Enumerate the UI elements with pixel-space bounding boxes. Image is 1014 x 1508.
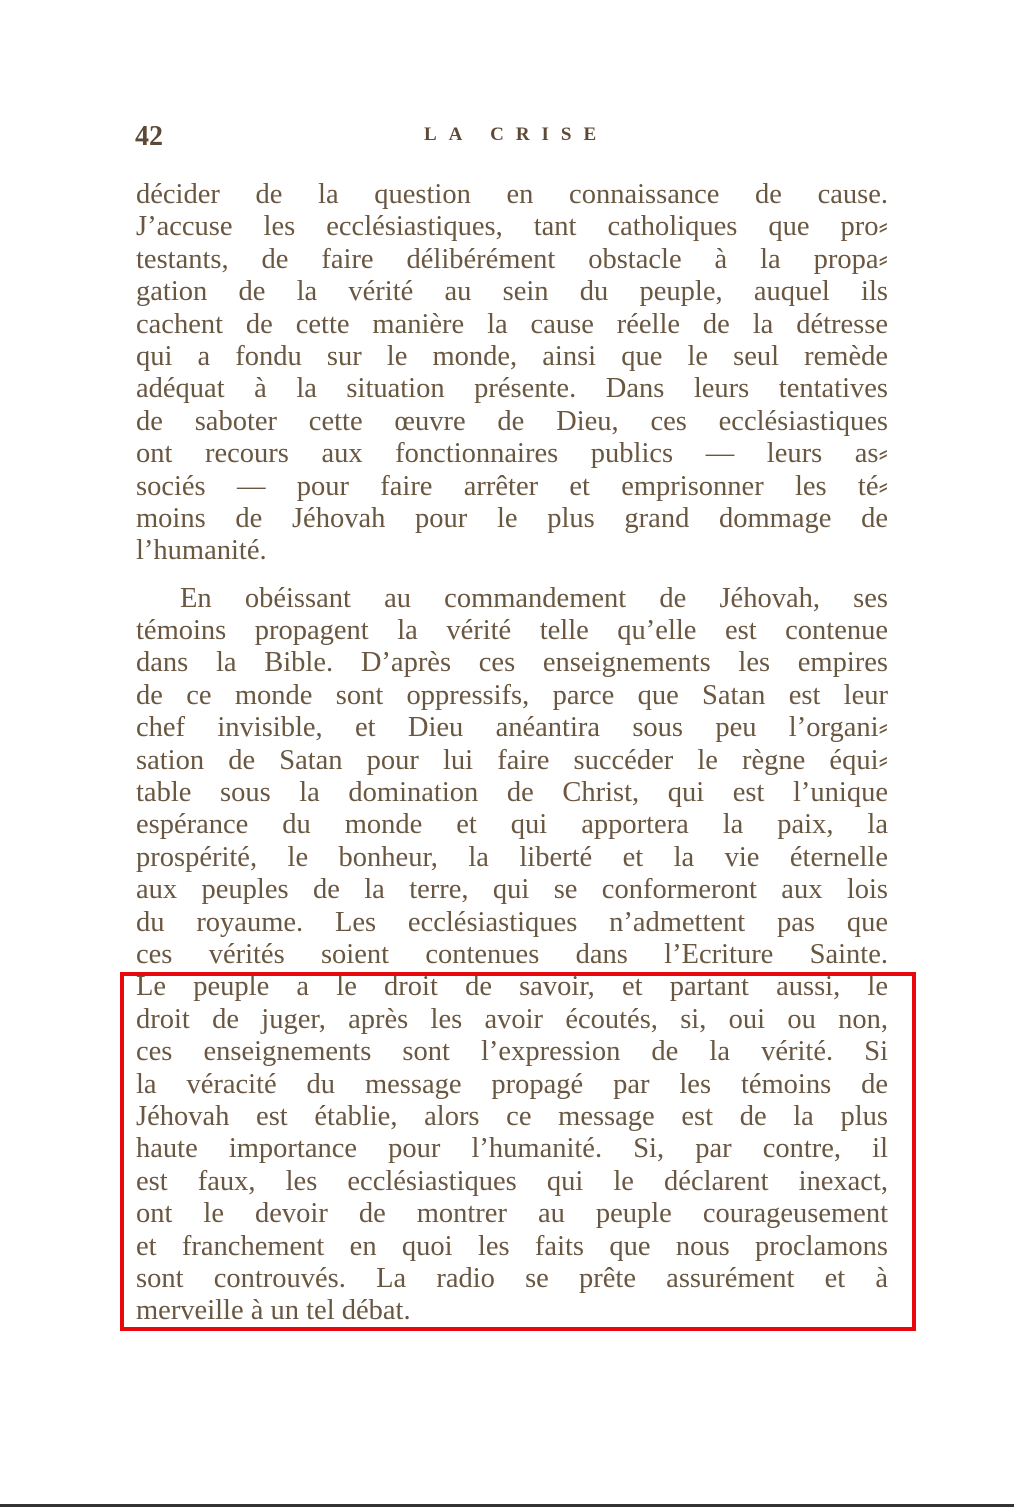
body-text bbox=[136, 179, 888, 1328]
text-line: J’accuse les ecclésiastiques, tant catholiques que pro⸗ bbox=[136, 211, 888, 243]
paragraph-gap bbox=[136, 568, 888, 583]
text-line: gation de la vérité au sein du peuple, auquel ils bbox=[136, 276, 888, 308]
text-line: qui a fondu sur le monde, ainsi que le seul remède bbox=[136, 340, 888, 372]
text-line: En obéissant au commandement de Jéhovah, ses bbox=[180, 582, 888, 614]
text-line: témoins propagent la vérité telle qu’elle est contenue bbox=[136, 615, 888, 647]
text-line: espérance du monde et qui apportera la paix, la bbox=[136, 809, 888, 841]
text-line: aux peuples de la terre, qui se conformeront aux lois bbox=[136, 874, 888, 906]
text-line: table sous la domination de Christ, qui est l’unique bbox=[136, 777, 888, 809]
text-line: ces vérités soient contenues dans l’Ecriture Sainte. bbox=[136, 938, 888, 970]
text-line: ces enseignements sont l’expression de la vérité. Si bbox=[136, 1036, 888, 1068]
paragraph-1 bbox=[136, 179, 888, 568]
text-line: testants, de faire délibérément obstacle à la propa⸗ bbox=[136, 243, 888, 275]
text-line: sation de Satan pour lui faire succéder le règne équi⸗ bbox=[136, 744, 888, 776]
text-line: prospérité, le bonheur, la liberté et la vie éternelle bbox=[136, 841, 888, 873]
text-line: est faux, les ecclésiastiques qui le déclarent inexact, bbox=[136, 1165, 888, 1197]
text-line: haute importance pour l’humanité. Si, par contre, il bbox=[136, 1133, 888, 1165]
text-line: dans la Bible. D’après ces enseignements les empires bbox=[136, 647, 888, 679]
paragraph-2 bbox=[136, 583, 888, 1328]
text-line: Le peuple a le droit de savoir, et partant aussi, le bbox=[136, 971, 888, 1003]
text-line: la véracité du message propagé par les témoins de bbox=[136, 1068, 888, 1100]
text-line: et franchement en quoi les faits que nous proclamons bbox=[136, 1230, 888, 1262]
text-line: adéquat à la situation présente. Dans leurs tentatives bbox=[136, 373, 888, 405]
bottom-rule bbox=[0, 1504, 1014, 1507]
text-line: moins de Jéhovah pour le plus grand dommage de bbox=[136, 502, 888, 534]
running-head bbox=[0, 118, 1014, 152]
running-title: LA CRISE bbox=[424, 124, 609, 145]
text-line: ont recours aux fonctionnaires publics — leurs as⸗ bbox=[136, 438, 888, 470]
text-line: sociés — pour faire arrêter et emprisonner les té⸗ bbox=[136, 470, 888, 502]
text-line: droit de juger, après les avoir écoutés, si, oui ou non, bbox=[136, 1003, 888, 1035]
text-line: Jéhovah est établie, alors ce message est de la plus bbox=[136, 1100, 888, 1132]
text-line: ont le devoir de montrer au peuple courageusement bbox=[136, 1198, 888, 1230]
text-line: chef invisible, et Dieu anéantira sous peu l’organi⸗ bbox=[136, 712, 888, 744]
text-line: décider de la question en connaissance de cause. bbox=[136, 179, 888, 210]
text-line: de ce monde sont oppressifs, parce que Satan est leur bbox=[136, 679, 888, 711]
text-line: sont controuvés. La radio se prête assurément et à bbox=[136, 1262, 888, 1294]
text-line: du royaume. Les ecclésiastiques n’admettent pas que bbox=[136, 906, 888, 938]
text-line: l’humanité. bbox=[136, 535, 267, 567]
text-line: cachent de cette manière la cause réelle de la détresse bbox=[136, 308, 888, 340]
text-line: merveille à un tel débat. bbox=[136, 1295, 411, 1327]
text-line: de saboter cette œuvre de Dieu, ces ecclésiastiques bbox=[136, 405, 888, 437]
page-number: 42 bbox=[135, 121, 163, 152]
